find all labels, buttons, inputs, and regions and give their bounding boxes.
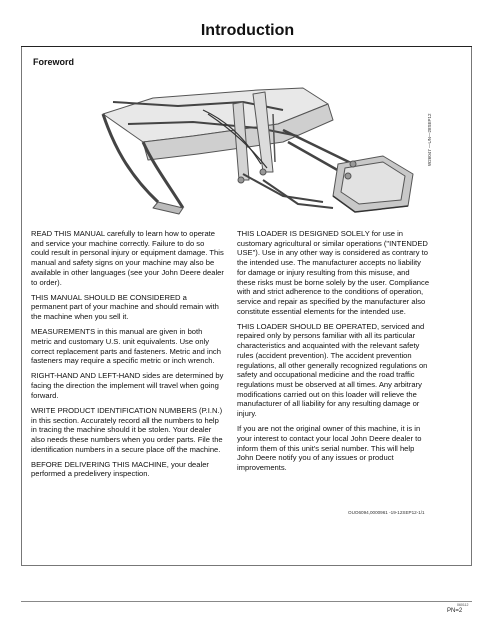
- paragraph-text: a permanent part of your machine and should remain with the machine when you sell it.: [31, 292, 219, 322]
- footer-rule: [21, 601, 472, 602]
- right-column: [237, 229, 430, 478]
- paragraph-lead: THIS LOADER IS DESIGNED SOLELY: [237, 229, 370, 238]
- paragraph-text: in this section. Accurately record all the numbers to help in tracing the machine should it be stolen. Your dealer also needs these numbers when you order parts. File the identification numbers in a secure place off the machine.: [31, 415, 223, 454]
- paragraph: [31, 460, 224, 479]
- paragraph-text: for use in customary agricultural or similar operations ("INTENDED USE"). Use in any other way is considered as contrary to the intended use. The manufacturer accepts no liability for damage or injury resulting from this misuse, and these risks must be borne solely by the user. Compliance with and strict adherence to the conditions of operation, service and repair as specified by the manufacturer also constitute essential elements for the intended use.: [237, 229, 430, 316]
- left-column: [31, 229, 224, 485]
- paragraph-text: your dealer performed a predelivery inspection.: [31, 459, 209, 479]
- figure-id: W26047 —UN—28SEP12: [427, 113, 432, 166]
- paragraph-lead: MEASUREMENTS: [31, 327, 96, 337]
- footer-date: 060112: [457, 603, 469, 607]
- paragraph-lead: THIS LOADER SHOULD BE OPERATED,: [237, 321, 380, 331]
- page-title: Introduction: [200, 22, 295, 39]
- paragraph-lead: BEFORE DELIVERING THIS MACHINE,: [31, 459, 169, 469]
- paragraph-lead: RIGHT-HAND AND LEFT-HAND: [31, 371, 141, 381]
- page-number: PN=2: [447, 608, 463, 614]
- document-reference: OUO6094,0000961 -19-12SEP12-1/1: [348, 510, 425, 515]
- paragraph: [31, 229, 224, 287]
- paragraph-lead: READ THIS MANUAL: [31, 229, 105, 238]
- paragraph-text: If you are not the original owner of this machine, it is in your interest to contact your local John Deere dealer to inform them of this unit's serial number. This will help John Deere notify you of any issues or product improvements.: [237, 424, 422, 472]
- paragraph: [237, 229, 430, 316]
- paragraph-text: sides are determined by facing the direction the implement will travel when going forward.: [31, 371, 224, 400]
- paragraph-text: in this manual are given in both metric and customary U.S. unit equivalents. Use only correct replacement parts and fasteners. Metric and inch fasteners may require a specific metric or inch wrench.: [31, 327, 221, 366]
- paragraph-text: carefully to learn how to operate and service your machine correctly. Failure to do so could result in personal injury or equipment damage. This manual and safety signs on your machine may also be available in other languages (see your John Deere dealer to order).: [31, 229, 224, 287]
- paragraph: [31, 371, 224, 400]
- paragraph: [237, 424, 430, 473]
- paragraph: [237, 322, 430, 419]
- paragraph-text: serviced and repaired only by persons familiar with all its particular characteristics and acquainted with the relevant safety rules (accident prevention). The accident prevention regulations, all other generally recognized regulations on safety and occupational medicine and the road traffic regulations must be observed at all times. Any arbitrary modifications carried out on this loader will relieve the manufacturer of all liability for any resulting damage or injury.: [237, 321, 428, 419]
- section-heading: Foreword: [33, 57, 75, 67]
- paragraph: [31, 327, 224, 366]
- paragraph: [31, 406, 224, 455]
- paragraph: [31, 293, 224, 322]
- paragraph-lead: WRITE PRODUCT IDENTIFICATION NUMBERS (P.I.N.): [31, 405, 223, 415]
- paragraph-lead: THIS MANUAL SHOULD BE CONSIDERED: [31, 292, 181, 302]
- loader-illustration: [83, 84, 428, 216]
